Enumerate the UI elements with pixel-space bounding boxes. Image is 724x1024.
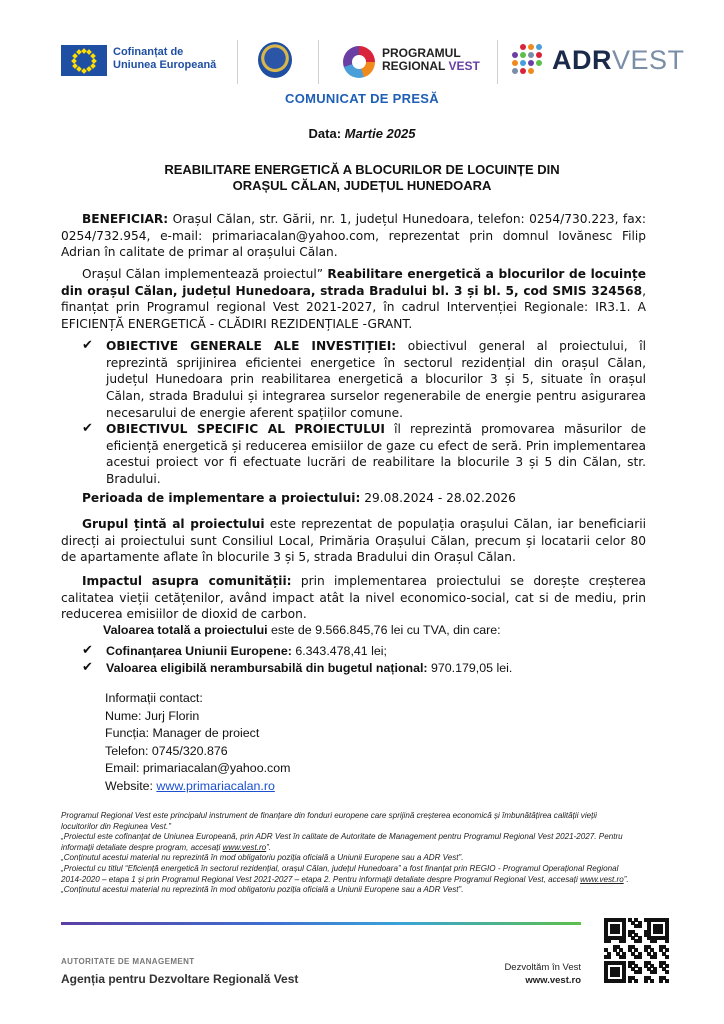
- adr-dot-icon: [528, 52, 534, 58]
- impact-label: Impactul asupra comunității:: [82, 574, 292, 588]
- eu-star-icon: [86, 66, 92, 72]
- regional-program-logo-icon: [343, 46, 375, 78]
- qr-module: [665, 979, 669, 983]
- beneficiary-label: BENEFICIAR:: [82, 212, 169, 226]
- disclaimers: [61, 811, 631, 896]
- authority-label: AUTORITATE DE MANAGEMENT: [61, 957, 195, 966]
- vest-link[interactable]: www.vest.ro: [222, 842, 267, 852]
- press-title: [0, 162, 724, 194]
- contact-email: Email: primariacalan@yahoo.com: [105, 761, 291, 776]
- checkmark-icon: ✔: [82, 643, 93, 658]
- adr-vest-logo-icon: [512, 44, 542, 76]
- adr-dot-icon: [512, 60, 518, 66]
- adr-dot-icon: [536, 60, 542, 66]
- qr-module: [650, 979, 654, 983]
- eu-cofinancing-logo-text: [113, 46, 216, 72]
- period-value: 29.08.2024 - 28.02.2026: [360, 491, 516, 505]
- website-link[interactable]: www.primariacalan.ro: [156, 778, 275, 793]
- footer-divider: [61, 922, 581, 925]
- press-release-label: COMUNICAT DE PRESĂ: [285, 91, 439, 106]
- qr-module: [665, 955, 669, 959]
- disclaimer-2-text: „Proiectul este cofinanțat de Uniunea Europeană, prin ADR Vest în calitate de Autoritate de Management pentru Programul Regional Vest 2021-2027. Pentru informații detaliate despre program, accesați: [61, 832, 623, 852]
- beneficiary-text: Orașul Călan, str. Gării, nr. 1, județul Hunedoara, telefon: 0254/730.223, fax: 0254/732.954, e-mail: primariacalan@yahoo.com, reprezentat prin domnul Iovănesc Filip Adrian în calitate de primar al orașului Călan.: [61, 212, 646, 260]
- adr-dot-icon: [536, 44, 542, 50]
- checkmark-icon: ✔: [82, 338, 93, 353]
- adr-dot-icon: [512, 52, 518, 58]
- qr-module: [638, 939, 642, 943]
- period-label: Perioada de implementare a proiectului:: [82, 491, 361, 505]
- qr-module: [638, 955, 642, 959]
- qr-module: [616, 973, 620, 977]
- qr-module: [665, 970, 669, 974]
- website-label: Website:: [105, 778, 157, 793]
- title-line-1: REABILITARE ENERGETICĂ A BLOCURILOR DE LOCUINȚE DIN: [164, 162, 560, 177]
- contact-block: [105, 690, 290, 796]
- total-value-label: Valoarea totală a proiectului: [103, 623, 268, 637]
- project-name: Reabilitare energetică a blocurilor de locuințe din orașul Călan, județul Hunedoara, strada Bradului bl. 3 și bl. 5, cod SMIS 324568: [61, 267, 646, 298]
- qr-module: [659, 979, 663, 983]
- national-budget-value: 970.179,05 lei.: [427, 661, 513, 675]
- national-budget-line: [106, 660, 512, 676]
- disclaimer-3: „Conținutul acestui material nu reprezintă în mod obligatoriu poziția oficială a Uniunii Europene sau a ADR Vest”.: [61, 853, 464, 863]
- total-value-text: este de 9.566.845,76 lei cu TVA, din care:: [267, 623, 501, 637]
- general-objective-text: obiectivul general al proiectului, îl reprezintă sprijinirea eficientei energetice în sectorul rezidențial din orașul Călan, județul Hunedoara prin reabilitarea energetică a blocurilor 3 și 5, situate în orașul Călan, strada Bradului și integrarea surselor regenerabile de energie pentru asigurarea necesarului de energie aferent spațiilor comune.: [106, 339, 646, 420]
- qr-module: [665, 939, 669, 943]
- qr-module: [622, 955, 626, 959]
- qr-module: [659, 930, 663, 934]
- prv-line-2b: VEST: [448, 59, 480, 73]
- adr-dot-icon: [512, 68, 518, 74]
- project-intro: Orașul Călan implementează proiectul”: [82, 267, 328, 281]
- eu-cofinancing-line: [106, 643, 387, 659]
- checkmark-icon: ✔: [82, 421, 93, 436]
- title-line-2: ORAȘUL CĂLAN, JUDEȚUL HUNEDOARA: [232, 178, 492, 193]
- project-paragraph: [61, 266, 646, 333]
- qr-module: [644, 979, 648, 983]
- qr-code-icon: [604, 918, 668, 982]
- target-group-label: Grupul țintă al proiectului: [82, 517, 265, 531]
- adr-dot-icon: [520, 44, 526, 50]
- disclaimer-4: [61, 864, 631, 885]
- qr-module: [638, 970, 642, 974]
- adr-logo-b: VEST: [612, 45, 685, 75]
- qr-module: [607, 939, 611, 943]
- project-rest: , finanțat prin Programul regional Vest 2021-2027, în cadrul Intervenției Regionale: IR3.1. A EFICIENȚĂ ENERGETICĂ - CLĂDIRI REZIDENȚIALE -GRANT.: [61, 283, 646, 332]
- romanian-government-seal-icon: [258, 42, 292, 78]
- regional-program-logo-text: [382, 47, 480, 73]
- total-value-line: [103, 622, 501, 638]
- eu-line-1: Cofinanțat de: [113, 46, 184, 58]
- checkmark-icon: ✔: [82, 660, 93, 675]
- vest-link[interactable]: www.vest.ro: [580, 874, 624, 884]
- header-divider: [497, 40, 498, 84]
- agency-name: Agenția pentru Dezvoltare Regională Vest: [61, 972, 299, 986]
- eu-line-2: Uniunea Europeană: [113, 59, 217, 71]
- adr-vest-logo-text: [552, 45, 685, 76]
- eu-flag-icon: [61, 45, 107, 76]
- eu-cofinancing-value: 6.343.478,41 lei;: [291, 644, 387, 658]
- disclaimer-2-end: ”.: [266, 842, 272, 852]
- prv-line-1: PROGRAMUL: [382, 46, 461, 60]
- qr-module: [653, 955, 657, 959]
- prv-line-2a: REGIONAL: [382, 59, 446, 73]
- target-group-text: este reprezentat de populația orașului Călan, iar beneficiarii direcți ai proiectului sunt Consiliul Local, Primăria Orașului Călan, precum și locatarii celor 80 de apartamente aflate în blocurile 3 și 5, strada Bradului din Orașul Călan.: [61, 517, 646, 565]
- general-objective-item: [106, 338, 646, 422]
- eu-star-icon: [90, 53, 96, 59]
- qr-module: [628, 979, 632, 983]
- date-value: Martie 2025: [344, 126, 416, 141]
- disclaimer-1: Programul Regional Vest este principalul instrument de finanțare din fonduri europene care sprijină creșterea economică și îmbunătățirea calității vieții locuitorilor din Regiunea Vest.”: [61, 811, 597, 831]
- adr-dot-icon: [536, 52, 542, 58]
- target-group-paragraph: [61, 516, 646, 566]
- qr-module: [653, 970, 657, 974]
- qr-module: [622, 939, 626, 943]
- adr-dot-icon: [528, 60, 534, 66]
- contact-website: [105, 778, 290, 796]
- implementation-period: [82, 490, 646, 507]
- specific-objective-item: [106, 421, 646, 488]
- qr-module: [616, 930, 620, 934]
- qr-module: [622, 979, 626, 983]
- disclaimer-4-text: „Proiectul cu titlul “Eficiență energetică în sectorul rezidențial, orașul Călan, județul Hunedoara” a fost finanțat prin REGIO - Programul Operațional Regional 2014-2020 – etapa 1 și prin Programul Regional Vest 2021-2027 – etapa 2. Pentru informații detaliate despre Programul Regional Vest, accesați: [61, 863, 619, 884]
- adr-logo-a: ADR: [552, 45, 612, 75]
- eu-cofinancing-label: Cofinanțarea Uniunii Europene:: [106, 644, 292, 658]
- contact-phone: Telefon: 0745/320.876: [105, 743, 228, 758]
- general-objective-label: OBIECTIVE GENERALE ALE INVESTIȚIEI:: [106, 339, 397, 353]
- disclaimer-4-end: ”.: [623, 874, 629, 884]
- date-label: Data:: [308, 126, 342, 141]
- contact-heading: Informații contact:: [105, 691, 203, 705]
- impact-paragraph: [61, 573, 646, 623]
- footer-tagline: Dezvoltăm în Vest: [504, 962, 581, 973]
- qr-module: [653, 939, 657, 943]
- contact-name: Nume: Jurj Florin: [105, 708, 200, 723]
- footer-website[interactable]: www.vest.ro: [525, 975, 581, 986]
- adr-dot-icon: [520, 52, 526, 58]
- contact-role: Funcția: Manager de proiect: [105, 726, 260, 741]
- qr-module: [638, 924, 642, 928]
- qr-module: [634, 979, 638, 983]
- national-budget-label: Valoarea eligibilă nerambursabilă din bugetul național:: [106, 661, 428, 675]
- press-date: [0, 126, 724, 141]
- beneficiary-paragraph: [61, 211, 646, 261]
- disclaimer-2: [61, 832, 631, 853]
- adr-dot-icon: [520, 60, 526, 66]
- specific-objective-text: îl reprezintă promovarea măsurilor de eficiență energetică și reducerea emisiilor de gaze cu efect de seră. Prin implementarea acestui proiect vor fi efectuate lucrări de reabilitare la blocurile 3 și 5 din Călan, str. Bradului.: [106, 422, 646, 487]
- impact-text: prin implementarea proiectului se dorește creșterea calitatea vieții cetățenilor, având impact atât la nivel economico-social, cat si de mediu, prin reducerea emisiilor de dioxid de carbon.: [61, 574, 646, 622]
- adr-dot-icon: [528, 44, 534, 50]
- header-divider: [237, 40, 238, 84]
- disclaimer-5: „Conținutul acestui material nu reprezintă în mod obligatoriu poziția oficială a Uniunii Europene sau a ADR Vest”.: [61, 885, 464, 895]
- header-divider: [318, 40, 319, 84]
- adr-dot-icon: [528, 68, 534, 74]
- specific-objective-label: OBIECTIVUL SPECIFIC AL PROIECTULUI: [106, 422, 385, 436]
- qr-module: [607, 955, 611, 959]
- adr-dot-icon: [520, 68, 526, 74]
